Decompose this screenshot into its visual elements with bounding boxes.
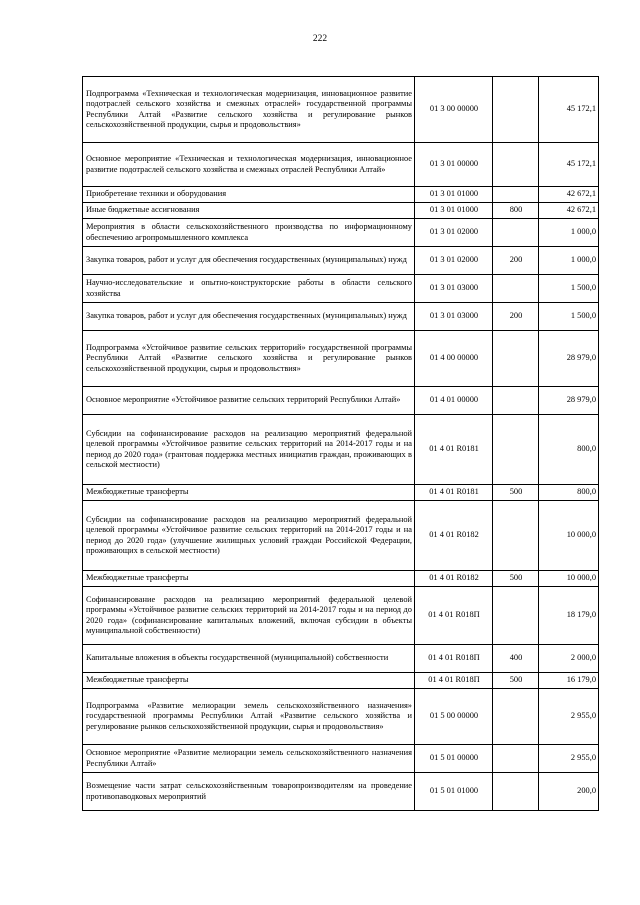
row-code-cell: 01 3 00 00000: [415, 77, 493, 143]
row-code-cell: 01 4 01 00000: [415, 387, 493, 415]
row-name-cell: Подпрограмма «Техническая и технологическая модернизация, инновационное развитие подотраслей сельского хозяйства и смежных отраслей» государственной программы Республики Алтай «Развитие сельского хозяйства и регулирование рынков сельскохозяйственной продукции, сырья и продовольствия»: [83, 77, 415, 143]
row-code-cell: 01 3 01 00000: [415, 143, 493, 187]
row-sum-cell: 1 500,0: [539, 275, 599, 303]
row-sum-cell: 2 955,0: [539, 745, 599, 773]
budget-table: [82, 76, 599, 811]
row-expense-type-cell: [493, 689, 539, 745]
row-sum-cell: 800,0: [539, 485, 599, 501]
row-name-cell: Подпрограмма «Устойчивое развитие сельских территорий» государственной программы Республики Алтай «Развитие сельского хозяйства и регулирование рынков сельскохозяйственной продукции, сырья и продовольствия»: [83, 331, 415, 387]
row-expense-type-cell: 500: [493, 673, 539, 689]
row-sum-cell: 18 179,0: [539, 587, 599, 645]
row-sum-cell: 28 979,0: [539, 331, 599, 387]
row-name-cell: Научно-исследовательские и опытно-конструкторские работы в области сельского хозяйства: [83, 275, 415, 303]
row-sum-cell: 1 500,0: [539, 303, 599, 331]
row-code-cell: 01 4 01 R0182: [415, 501, 493, 571]
row-code-cell: 01 3 01 03000: [415, 303, 493, 331]
row-expense-type-cell: [493, 275, 539, 303]
row-expense-type-cell: [493, 331, 539, 387]
table-row: [83, 187, 599, 203]
row-code-cell: 01 4 01 R018П: [415, 673, 493, 689]
row-sum-cell: 45 172,1: [539, 143, 599, 187]
table-row: [83, 143, 599, 187]
table-row: [83, 773, 599, 811]
row-name-cell: Межбюджетные трансферты: [83, 571, 415, 587]
row-name-cell: Закупка товаров, работ и услуг для обеспечения государственных (муниципальных) нужд: [83, 303, 415, 331]
row-sum-cell: 800,0: [539, 415, 599, 485]
row-name-cell: Основное мероприятие «Техническая и технологическая модернизация, инновационное развитие подотраслей сельского хозяйства и смежных отраслей Республики Алтай»: [83, 143, 415, 187]
budget-table-body: [83, 77, 599, 811]
table-row: [83, 415, 599, 485]
row-sum-cell: 1 000,0: [539, 247, 599, 275]
table-row: [83, 247, 599, 275]
row-expense-type-cell: 200: [493, 303, 539, 331]
table-row: [83, 387, 599, 415]
table-row: [83, 645, 599, 673]
row-sum-cell: 28 979,0: [539, 387, 599, 415]
row-code-cell: 01 4 01 R0181: [415, 415, 493, 485]
row-sum-cell: 16 179,0: [539, 673, 599, 689]
table-row: [83, 485, 599, 501]
row-sum-cell: 10 000,0: [539, 501, 599, 571]
row-code-cell: 01 4 01 R018П: [415, 587, 493, 645]
table-row: [83, 77, 599, 143]
row-sum-cell: 42 672,1: [539, 187, 599, 203]
row-expense-type-cell: [493, 387, 539, 415]
row-expense-type-cell: 200: [493, 247, 539, 275]
row-expense-type-cell: [493, 587, 539, 645]
row-expense-type-cell: 400: [493, 645, 539, 673]
row-sum-cell: 10 000,0: [539, 571, 599, 587]
row-name-cell: Иные бюджетные ассигнования: [83, 203, 415, 219]
table-row: [83, 745, 599, 773]
row-code-cell: 01 3 01 01000: [415, 187, 493, 203]
row-expense-type-cell: 500: [493, 485, 539, 501]
page-number: 222: [312, 34, 328, 44]
row-expense-type-cell: [493, 773, 539, 811]
row-expense-type-cell: 800: [493, 203, 539, 219]
table-row: [83, 689, 599, 745]
row-name-cell: Межбюджетные трансферты: [83, 485, 415, 501]
table-row: [83, 275, 599, 303]
row-name-cell: Софинансирование расходов на реализацию мероприятий федеральной целевой программы «Устойчивое развитие сельских территорий на 2014-2017 годы и на период до 2020 года» (софинансирование капитальных вложений, включая субсидии в объекты муниципальной собственности): [83, 587, 415, 645]
row-name-cell: Подпрограмма «Развитие мелиорации земель сельскохозяйственного назначения» государственной программы Республики Алтай «Развитие сельского хозяйства и регулирование рынков сельскохозяйственной продукции, сырья и продовольствия»: [83, 689, 415, 745]
row-name-cell: Закупка товаров, работ и услуг для обеспечения государственных (муниципальных) нужд: [83, 247, 415, 275]
row-code-cell: 01 3 01 02000: [415, 219, 493, 247]
row-code-cell: 01 4 00 00000: [415, 331, 493, 387]
row-sum-cell: 42 672,1: [539, 203, 599, 219]
row-code-cell: 01 5 01 01000: [415, 773, 493, 811]
row-expense-type-cell: [493, 143, 539, 187]
row-name-cell: Субсидии на софинансирование расходов на реализацию мероприятий федеральной целевой программы «Устойчивое развитие сельских территорий на 2014-2017 годы и на период до 2020 года» (грантовая поддержка местных инициатив граждан, проживающих в сельской местности): [83, 415, 415, 485]
row-name-cell: Субсидии на софинансирование расходов на реализацию мероприятий федеральной целевой программы «Устойчивое развитие сельских территорий на 2014-2017 годы и на период до 2020 года» (улучшение жилищных условий граждан Российской Федерации, проживающих в сельской местности): [83, 501, 415, 571]
row-code-cell: 01 4 01 R0181: [415, 485, 493, 501]
row-sum-cell: 2 955,0: [539, 689, 599, 745]
row-name-cell: Капитальные вложения в объекты государственной (муниципальной) собственности: [83, 645, 415, 673]
row-name-cell: Возмещение части затрат сельскохозяйственным товаропроизводителям на проведение противопаводковых мероприятий: [83, 773, 415, 811]
row-sum-cell: 45 172,1: [539, 77, 599, 143]
row-expense-type-cell: [493, 745, 539, 773]
row-sum-cell: 2 000,0: [539, 645, 599, 673]
table-row: [83, 587, 599, 645]
table-row: [83, 303, 599, 331]
row-expense-type-cell: [493, 77, 539, 143]
table-row: [83, 219, 599, 247]
row-code-cell: 01 3 01 03000: [415, 275, 493, 303]
table-row: [83, 203, 599, 219]
row-expense-type-cell: 500: [493, 571, 539, 587]
row-name-cell: Приобретение техники и оборудования: [83, 187, 415, 203]
row-name-cell: Основное мероприятие «Устойчивое развитие сельских территорий Республики Алтай»: [83, 387, 415, 415]
row-code-cell: 01 3 01 01000: [415, 203, 493, 219]
row-code-cell: 01 3 01 02000: [415, 247, 493, 275]
row-code-cell: 01 5 00 00000: [415, 689, 493, 745]
row-expense-type-cell: [493, 501, 539, 571]
row-expense-type-cell: [493, 187, 539, 203]
table-row: [83, 673, 599, 689]
table-row: [83, 571, 599, 587]
row-name-cell: Мероприятия в области сельскохозяйственного производства по информационному обеспечению агропромышленного комплекса: [83, 219, 415, 247]
row-expense-type-cell: [493, 415, 539, 485]
row-sum-cell: 200,0: [539, 773, 599, 811]
row-sum-cell: 1 000,0: [539, 219, 599, 247]
row-expense-type-cell: [493, 219, 539, 247]
table-row: [83, 501, 599, 571]
row-code-cell: 01 4 01 R018П: [415, 645, 493, 673]
row-name-cell: Основное мероприятие «Развитие мелиорации земель сельскохозяйственного назначения Республики Алтай»: [83, 745, 415, 773]
row-name-cell: Межбюджетные трансферты: [83, 673, 415, 689]
row-code-cell: 01 4 01 R0182: [415, 571, 493, 587]
row-code-cell: 01 5 01 00000: [415, 745, 493, 773]
table-row: [83, 331, 599, 387]
